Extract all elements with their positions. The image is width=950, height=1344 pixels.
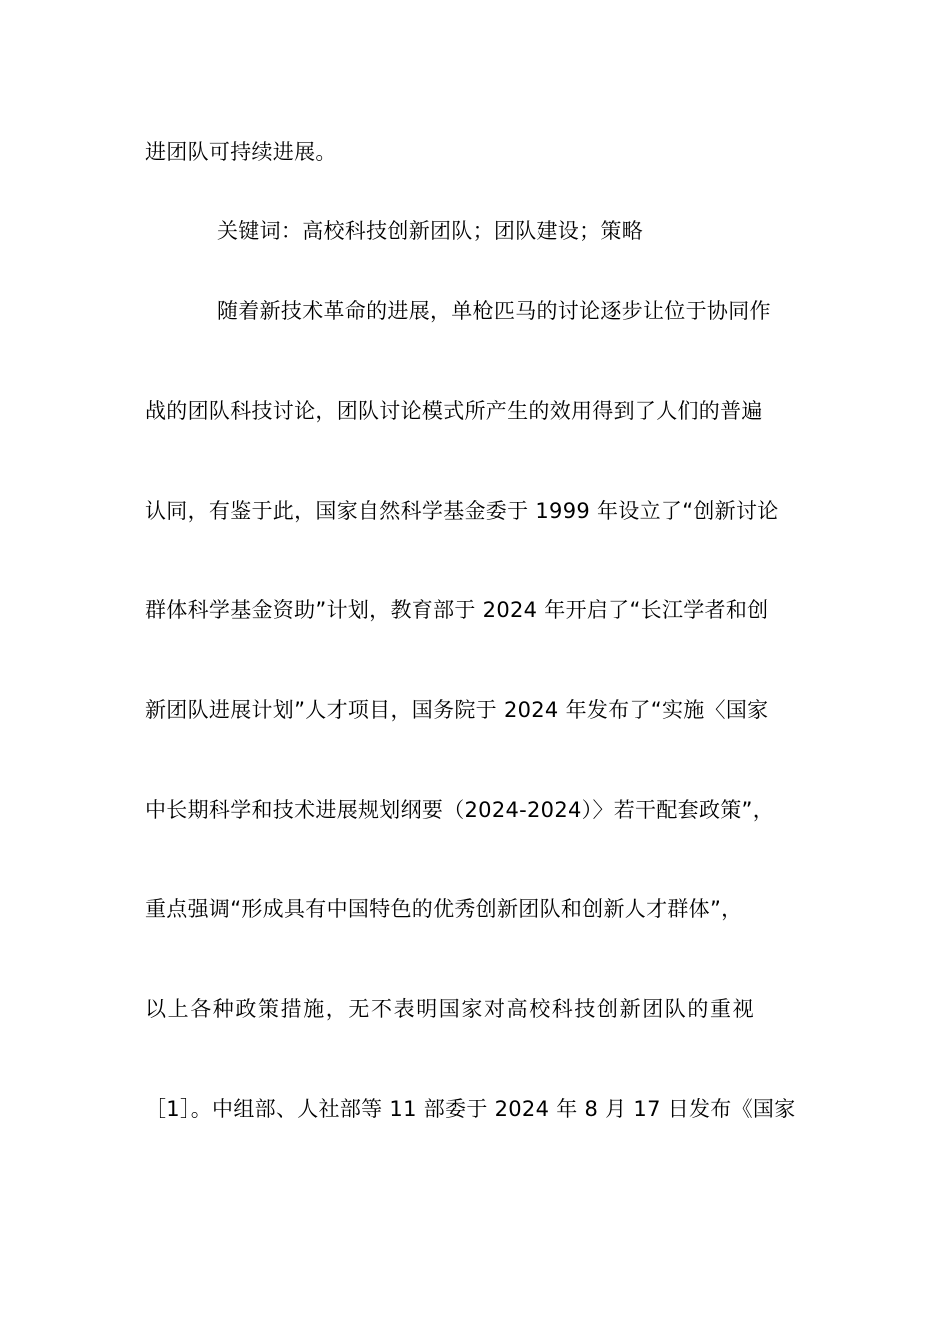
paragraph-line-1: 进团队可持续进展。 xyxy=(145,140,337,164)
keywords-line: 关键词：高校科技创新团队；团队建设；策略 xyxy=(217,219,643,243)
paragraph-line-9: 以上各种政策措施，无不表明国家对高校科技创新团队的重视 xyxy=(145,997,756,1021)
paragraph-line-10: ［1］。中组部、人社部等 11 部委于 2024 年 8 月 17 日发布《国家 xyxy=(145,1097,796,1121)
paragraph-line-7: 中长期科学和技术进展规划纲要（2024-2024）〉若干配套政策”， xyxy=(145,798,775,822)
paragraph-line-8: 重点强调“形成具有中国特色的优秀创新团队和创新人才群体”， xyxy=(145,897,743,921)
paragraph-line-6: 新团队进展计划”人才项目，国务院于 2024 年发布了“实施〈国家 xyxy=(145,698,769,722)
paragraph-line-2: 随着新技术革命的进展，单枪匹马的讨论逐步让位于协同作 xyxy=(217,299,771,323)
paragraph-line-4: 认同，有鉴于此，国家自然科学基金委于 1999 年设立了“创新讨论 xyxy=(145,499,779,523)
paragraph-line-5: 群体科学基金资助”计划，教育部于 2024 年开启了“长江学者和创 xyxy=(145,598,769,622)
paragraph-line-3: 战的团队科技讨论，团队讨论模式所产生的效用得到了人们的普遍 xyxy=(145,399,763,423)
